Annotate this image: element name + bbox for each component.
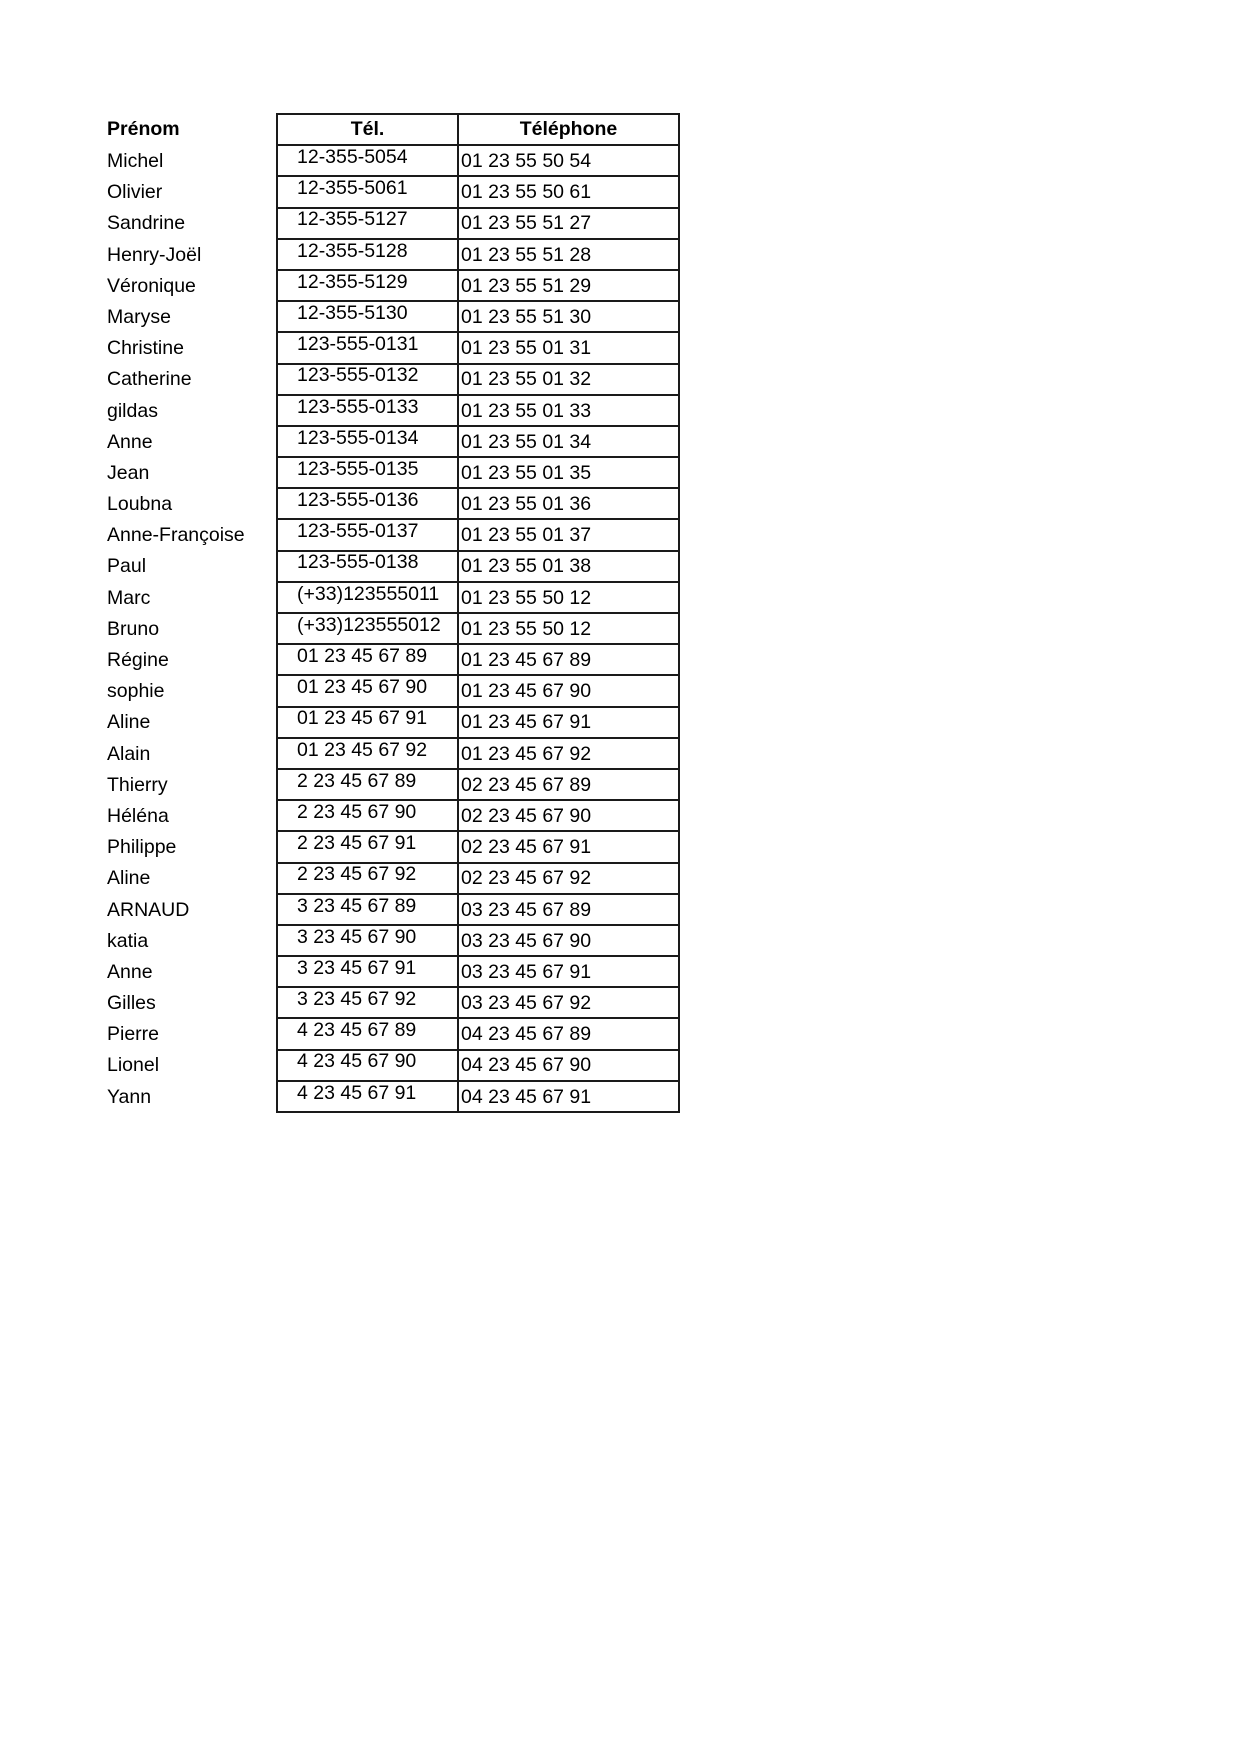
table-row xyxy=(104,488,679,519)
cell-tel-text: 4 23 45 67 91 xyxy=(297,1081,417,1104)
cell-prenom-text: Aline xyxy=(107,711,151,734)
cell-telephone[interactable] xyxy=(458,1081,679,1112)
cell-tel-text: 123-555-0135 xyxy=(297,457,419,480)
cell-tel[interactable] xyxy=(277,831,458,862)
table-row xyxy=(104,176,679,207)
cell-tel-text: 01 23 45 67 90 xyxy=(297,676,428,699)
cell-tel-text: 123-555-0138 xyxy=(297,551,419,574)
cell-telephone[interactable] xyxy=(458,270,679,301)
cell-prenom-text: Anne-Françoise xyxy=(107,524,245,547)
cell-tel[interactable] xyxy=(277,270,458,301)
cell-telephone[interactable] xyxy=(458,613,679,644)
cell-tel[interactable] xyxy=(277,239,458,270)
table-row xyxy=(104,1081,679,1112)
cell-telephone[interactable] xyxy=(458,1018,679,1049)
cell-prenom-text: Paul xyxy=(107,555,147,578)
cell-prenom-text: Yann xyxy=(107,1085,152,1108)
cell-tel-text: 3 23 45 67 89 xyxy=(297,894,417,917)
cell-telephone-text: 04 23 45 67 90 xyxy=(461,1054,592,1077)
cell-tel[interactable] xyxy=(277,644,458,675)
cell-tel-text: 01 23 45 67 89 xyxy=(297,645,428,668)
cell-prenom[interactable] xyxy=(104,738,277,769)
cell-telephone-text: 01 23 55 50 12 xyxy=(461,617,592,640)
cell-telephone-text: 01 23 55 01 35 xyxy=(461,461,592,484)
cell-prenom-text: Anne xyxy=(107,960,153,983)
cell-telephone[interactable] xyxy=(458,519,679,550)
cell-telephone-text: 01 23 45 67 91 xyxy=(461,711,592,734)
cell-tel[interactable] xyxy=(277,488,458,519)
cell-prenom-text: Alain xyxy=(107,742,151,765)
cell-prenom[interactable] xyxy=(104,364,277,395)
cell-telephone[interactable] xyxy=(458,956,679,987)
cell-tel-text: 4 23 45 67 90 xyxy=(297,1050,417,1073)
cell-prenom-text: gildas xyxy=(107,399,158,422)
cell-tel-text: 3 23 45 67 90 xyxy=(297,925,417,948)
cell-telephone[interactable] xyxy=(458,301,679,332)
cell-prenom-text: Henry-Joël xyxy=(107,243,202,266)
cell-telephone[interactable] xyxy=(458,332,679,363)
cell-tel-text: 12-355-5128 xyxy=(297,239,408,262)
table-row xyxy=(104,270,679,301)
cell-tel-text: (+33)123555012 xyxy=(297,613,441,636)
cell-prenom[interactable] xyxy=(104,644,277,675)
cell-tel-text: 12-355-5054 xyxy=(297,146,408,169)
cell-prenom-text: Sandrine xyxy=(107,212,186,235)
table-row xyxy=(104,426,679,457)
cell-tel[interactable] xyxy=(277,675,458,706)
table-row xyxy=(104,582,679,613)
cell-telephone-text: 01 23 55 50 12 xyxy=(461,586,592,609)
table-row xyxy=(104,551,679,582)
cell-tel-text: 2 23 45 67 90 xyxy=(297,800,417,823)
table-row xyxy=(104,800,679,831)
cell-tel[interactable] xyxy=(277,769,458,800)
cell-telephone[interactable] xyxy=(458,488,679,519)
cell-prenom[interactable] xyxy=(104,1081,277,1112)
cell-telephone[interactable] xyxy=(458,364,679,395)
cell-telephone-text: 02 23 45 67 91 xyxy=(461,836,592,859)
cell-prenom[interactable] xyxy=(104,457,277,488)
cell-telephone-text: 01 23 55 50 54 xyxy=(461,150,592,173)
cell-prenom-text: Véronique xyxy=(107,274,196,297)
cell-telephone-text: 01 23 45 67 89 xyxy=(461,649,592,672)
cell-telephone[interactable] xyxy=(458,395,679,426)
table-row xyxy=(104,675,679,706)
cell-prenom[interactable] xyxy=(104,707,277,738)
cell-prenom-text: Pierre xyxy=(107,1023,160,1046)
cell-tel[interactable] xyxy=(277,301,458,332)
cell-prenom-text: Catherine xyxy=(107,368,192,391)
cell-prenom[interactable] xyxy=(104,551,277,582)
cell-telephone[interactable] xyxy=(458,769,679,800)
cell-telephone[interactable] xyxy=(458,239,679,270)
cell-prenom-text: Christine xyxy=(107,337,184,360)
cell-prenom-text: Bruno xyxy=(107,617,160,640)
cell-prenom[interactable] xyxy=(104,145,277,176)
cell-prenom-text: Régine xyxy=(107,649,169,672)
cell-tel[interactable] xyxy=(277,738,458,769)
cell-telephone[interactable] xyxy=(458,644,679,675)
cell-telephone[interactable] xyxy=(458,1050,679,1081)
cell-prenom-text: Olivier xyxy=(107,181,163,204)
cell-telephone-text: 01 23 55 01 37 xyxy=(461,524,592,547)
cell-tel[interactable] xyxy=(277,519,458,550)
cell-telephone[interactable] xyxy=(458,675,679,706)
table-row xyxy=(104,208,679,239)
cell-tel[interactable] xyxy=(277,987,458,1018)
table-row xyxy=(104,1050,679,1081)
cell-telephone-text: 01 23 55 01 32 xyxy=(461,368,592,391)
cell-prenom-text: sophie xyxy=(107,680,165,703)
cell-prenom[interactable] xyxy=(104,1050,277,1081)
table-row xyxy=(104,519,679,550)
table-row xyxy=(104,301,679,332)
cell-prenom[interactable] xyxy=(104,863,277,894)
cell-prenom-text: Marc xyxy=(107,586,151,609)
cell-prenom[interactable] xyxy=(104,488,277,519)
cell-telephone[interactable] xyxy=(458,707,679,738)
cell-tel-text: 12-355-5130 xyxy=(297,301,408,324)
cell-telephone-text: 03 23 45 67 89 xyxy=(461,898,592,921)
cell-prenom[interactable] xyxy=(104,395,277,426)
cell-telephone[interactable] xyxy=(458,863,679,894)
cell-prenom-text: ARNAUD xyxy=(107,898,190,921)
cell-prenom-text: Thierry xyxy=(107,773,168,796)
cell-telephone-text: 02 23 45 67 90 xyxy=(461,804,592,827)
contacts-table xyxy=(104,113,680,1113)
cell-prenom-text: Héléna xyxy=(107,804,169,827)
header-row xyxy=(104,114,679,145)
cell-tel-text: 123-555-0132 xyxy=(297,364,419,387)
cell-tel-text: 3 23 45 67 92 xyxy=(297,988,417,1011)
table-row xyxy=(104,332,679,363)
table-row xyxy=(104,925,679,956)
cell-prenom-text: Philippe xyxy=(107,836,177,859)
cell-tel[interactable] xyxy=(277,613,458,644)
cell-tel[interactable] xyxy=(277,894,458,925)
cell-prenom[interactable] xyxy=(104,800,277,831)
table-row xyxy=(104,644,679,675)
cell-telephone[interactable] xyxy=(458,800,679,831)
table-body xyxy=(104,145,679,1112)
cell-prenom-text: Aline xyxy=(107,867,151,890)
cell-telephone-text: 01 23 55 01 31 xyxy=(461,337,592,360)
cell-prenom-text: katia xyxy=(107,929,149,952)
cell-telephone-text: 01 23 55 01 33 xyxy=(461,399,592,422)
table-row xyxy=(104,364,679,395)
cell-prenom[interactable] xyxy=(104,301,277,332)
cell-tel[interactable] xyxy=(277,863,458,894)
cell-tel-text: 2 23 45 67 92 xyxy=(297,863,417,886)
header-prenom: Prénom xyxy=(107,117,180,140)
cell-telephone-text: 01 23 45 67 92 xyxy=(461,742,592,765)
cell-telephone[interactable] xyxy=(458,208,679,239)
cell-tel[interactable] xyxy=(277,1081,458,1112)
cell-prenom[interactable] xyxy=(104,613,277,644)
cell-telephone-text: 01 23 55 01 38 xyxy=(461,555,592,578)
cell-telephone-text: 03 23 45 67 91 xyxy=(461,960,592,983)
table-row xyxy=(104,145,679,176)
cell-telephone[interactable] xyxy=(458,145,679,176)
cell-prenom[interactable] xyxy=(104,332,277,363)
table-row xyxy=(104,956,679,987)
table-row xyxy=(104,831,679,862)
cell-telephone-text: 01 23 55 51 27 xyxy=(461,212,592,235)
cell-telephone-text: 04 23 45 67 91 xyxy=(461,1085,592,1108)
cell-telephone-text: 03 23 45 67 92 xyxy=(461,992,592,1015)
table-row xyxy=(104,1018,679,1049)
cell-tel[interactable] xyxy=(277,457,458,488)
cell-tel[interactable] xyxy=(277,582,458,613)
cell-telephone-text: 01 23 55 51 30 xyxy=(461,305,592,328)
cell-tel[interactable] xyxy=(277,395,458,426)
cell-telephone-text: 03 23 45 67 90 xyxy=(461,929,592,952)
cell-prenom[interactable] xyxy=(104,894,277,925)
cell-tel-text: 12-355-5129 xyxy=(297,270,408,293)
cell-tel-text: 123-555-0134 xyxy=(297,426,419,449)
cell-prenom[interactable] xyxy=(104,176,277,207)
cell-tel-text: 2 23 45 67 89 xyxy=(297,769,417,792)
cell-tel-text: 4 23 45 67 89 xyxy=(297,1019,417,1042)
cell-tel-text: 12-355-5127 xyxy=(297,208,408,231)
cell-prenom[interactable] xyxy=(104,956,277,987)
cell-telephone[interactable] xyxy=(458,551,679,582)
cell-tel[interactable] xyxy=(277,925,458,956)
cell-telephone-text: 01 23 55 51 29 xyxy=(461,274,592,297)
cell-tel[interactable] xyxy=(277,800,458,831)
cell-prenom[interactable] xyxy=(104,925,277,956)
cell-telephone[interactable] xyxy=(458,176,679,207)
cell-telephone[interactable] xyxy=(458,925,679,956)
cell-prenom[interactable] xyxy=(104,239,277,270)
cell-prenom[interactable] xyxy=(104,582,277,613)
table-row xyxy=(104,863,679,894)
cell-telephone-text: 01 23 55 01 34 xyxy=(461,430,592,453)
cell-tel[interactable] xyxy=(277,1018,458,1049)
cell-prenom-text: Maryse xyxy=(107,305,171,328)
cell-telephone-text: 01 23 55 01 36 xyxy=(461,493,592,516)
table-row xyxy=(104,613,679,644)
cell-prenom[interactable] xyxy=(104,1018,277,1049)
cell-tel[interactable] xyxy=(277,364,458,395)
cell-telephone[interactable] xyxy=(458,831,679,862)
cell-prenom[interactable] xyxy=(104,426,277,457)
cell-prenom[interactable] xyxy=(104,769,277,800)
cell-tel-text: 123-555-0136 xyxy=(297,489,419,512)
cell-tel[interactable] xyxy=(277,1050,458,1081)
cell-telephone-text: 01 23 55 50 61 xyxy=(461,181,592,204)
table-row xyxy=(104,395,679,426)
cell-telephone[interactable] xyxy=(458,738,679,769)
cell-tel[interactable] xyxy=(277,707,458,738)
cell-tel-text: (+33)123555011 xyxy=(297,582,440,605)
cell-prenom[interactable] xyxy=(104,675,277,706)
cell-telephone[interactable] xyxy=(458,894,679,925)
cell-tel-text: 123-555-0133 xyxy=(297,395,419,418)
cell-prenom[interactable] xyxy=(104,208,277,239)
cell-tel[interactable] xyxy=(277,208,458,239)
cell-prenom[interactable] xyxy=(104,270,277,301)
table-row xyxy=(104,894,679,925)
cell-tel-text: 01 23 45 67 92 xyxy=(297,738,428,761)
header-tel: Tél. xyxy=(277,114,458,145)
cell-telephone-text: 01 23 55 51 28 xyxy=(461,243,592,266)
cell-prenom-text: Lionel xyxy=(107,1054,160,1077)
cell-tel-text: 01 23 45 67 91 xyxy=(297,707,428,730)
header-telephone: Téléphone xyxy=(458,114,679,145)
cell-tel[interactable] xyxy=(277,426,458,457)
cell-prenom[interactable] xyxy=(104,987,277,1018)
cell-tel-text: 12-355-5061 xyxy=(297,177,408,200)
cell-tel[interactable] xyxy=(277,956,458,987)
table-row xyxy=(104,707,679,738)
cell-telephone[interactable] xyxy=(458,426,679,457)
table-row xyxy=(104,457,679,488)
cell-prenom[interactable] xyxy=(104,519,277,550)
cell-prenom-text: Michel xyxy=(107,150,164,173)
cell-telephone-text: 02 23 45 67 89 xyxy=(461,773,592,796)
table-row xyxy=(104,738,679,769)
cell-prenom-text: Anne xyxy=(107,430,153,453)
cell-prenom-text: Gilles xyxy=(107,992,156,1015)
cell-telephone-text: 01 23 45 67 90 xyxy=(461,680,592,703)
table-row xyxy=(104,239,679,270)
cell-telephone[interactable] xyxy=(458,457,679,488)
cell-telephone-text: 04 23 45 67 89 xyxy=(461,1023,592,1046)
cell-tel-text: 2 23 45 67 91 xyxy=(297,832,417,855)
cell-prenom-text: Jean xyxy=(107,461,150,484)
cell-tel[interactable] xyxy=(277,551,458,582)
cell-tel-text: 123-555-0137 xyxy=(297,520,419,543)
cell-telephone[interactable] xyxy=(458,582,679,613)
cell-telephone-text: 02 23 45 67 92 xyxy=(461,867,592,890)
cell-tel[interactable] xyxy=(277,176,458,207)
cell-telephone[interactable] xyxy=(458,987,679,1018)
cell-tel-text: 123-555-0131 xyxy=(297,333,419,356)
cell-prenom[interactable] xyxy=(104,831,277,862)
cell-tel-text: 3 23 45 67 91 xyxy=(297,956,417,979)
table-row xyxy=(104,769,679,800)
cell-tel[interactable] xyxy=(277,332,458,363)
cell-prenom-text: Loubna xyxy=(107,493,173,516)
cell-tel[interactable] xyxy=(277,145,458,176)
table-row xyxy=(104,987,679,1018)
